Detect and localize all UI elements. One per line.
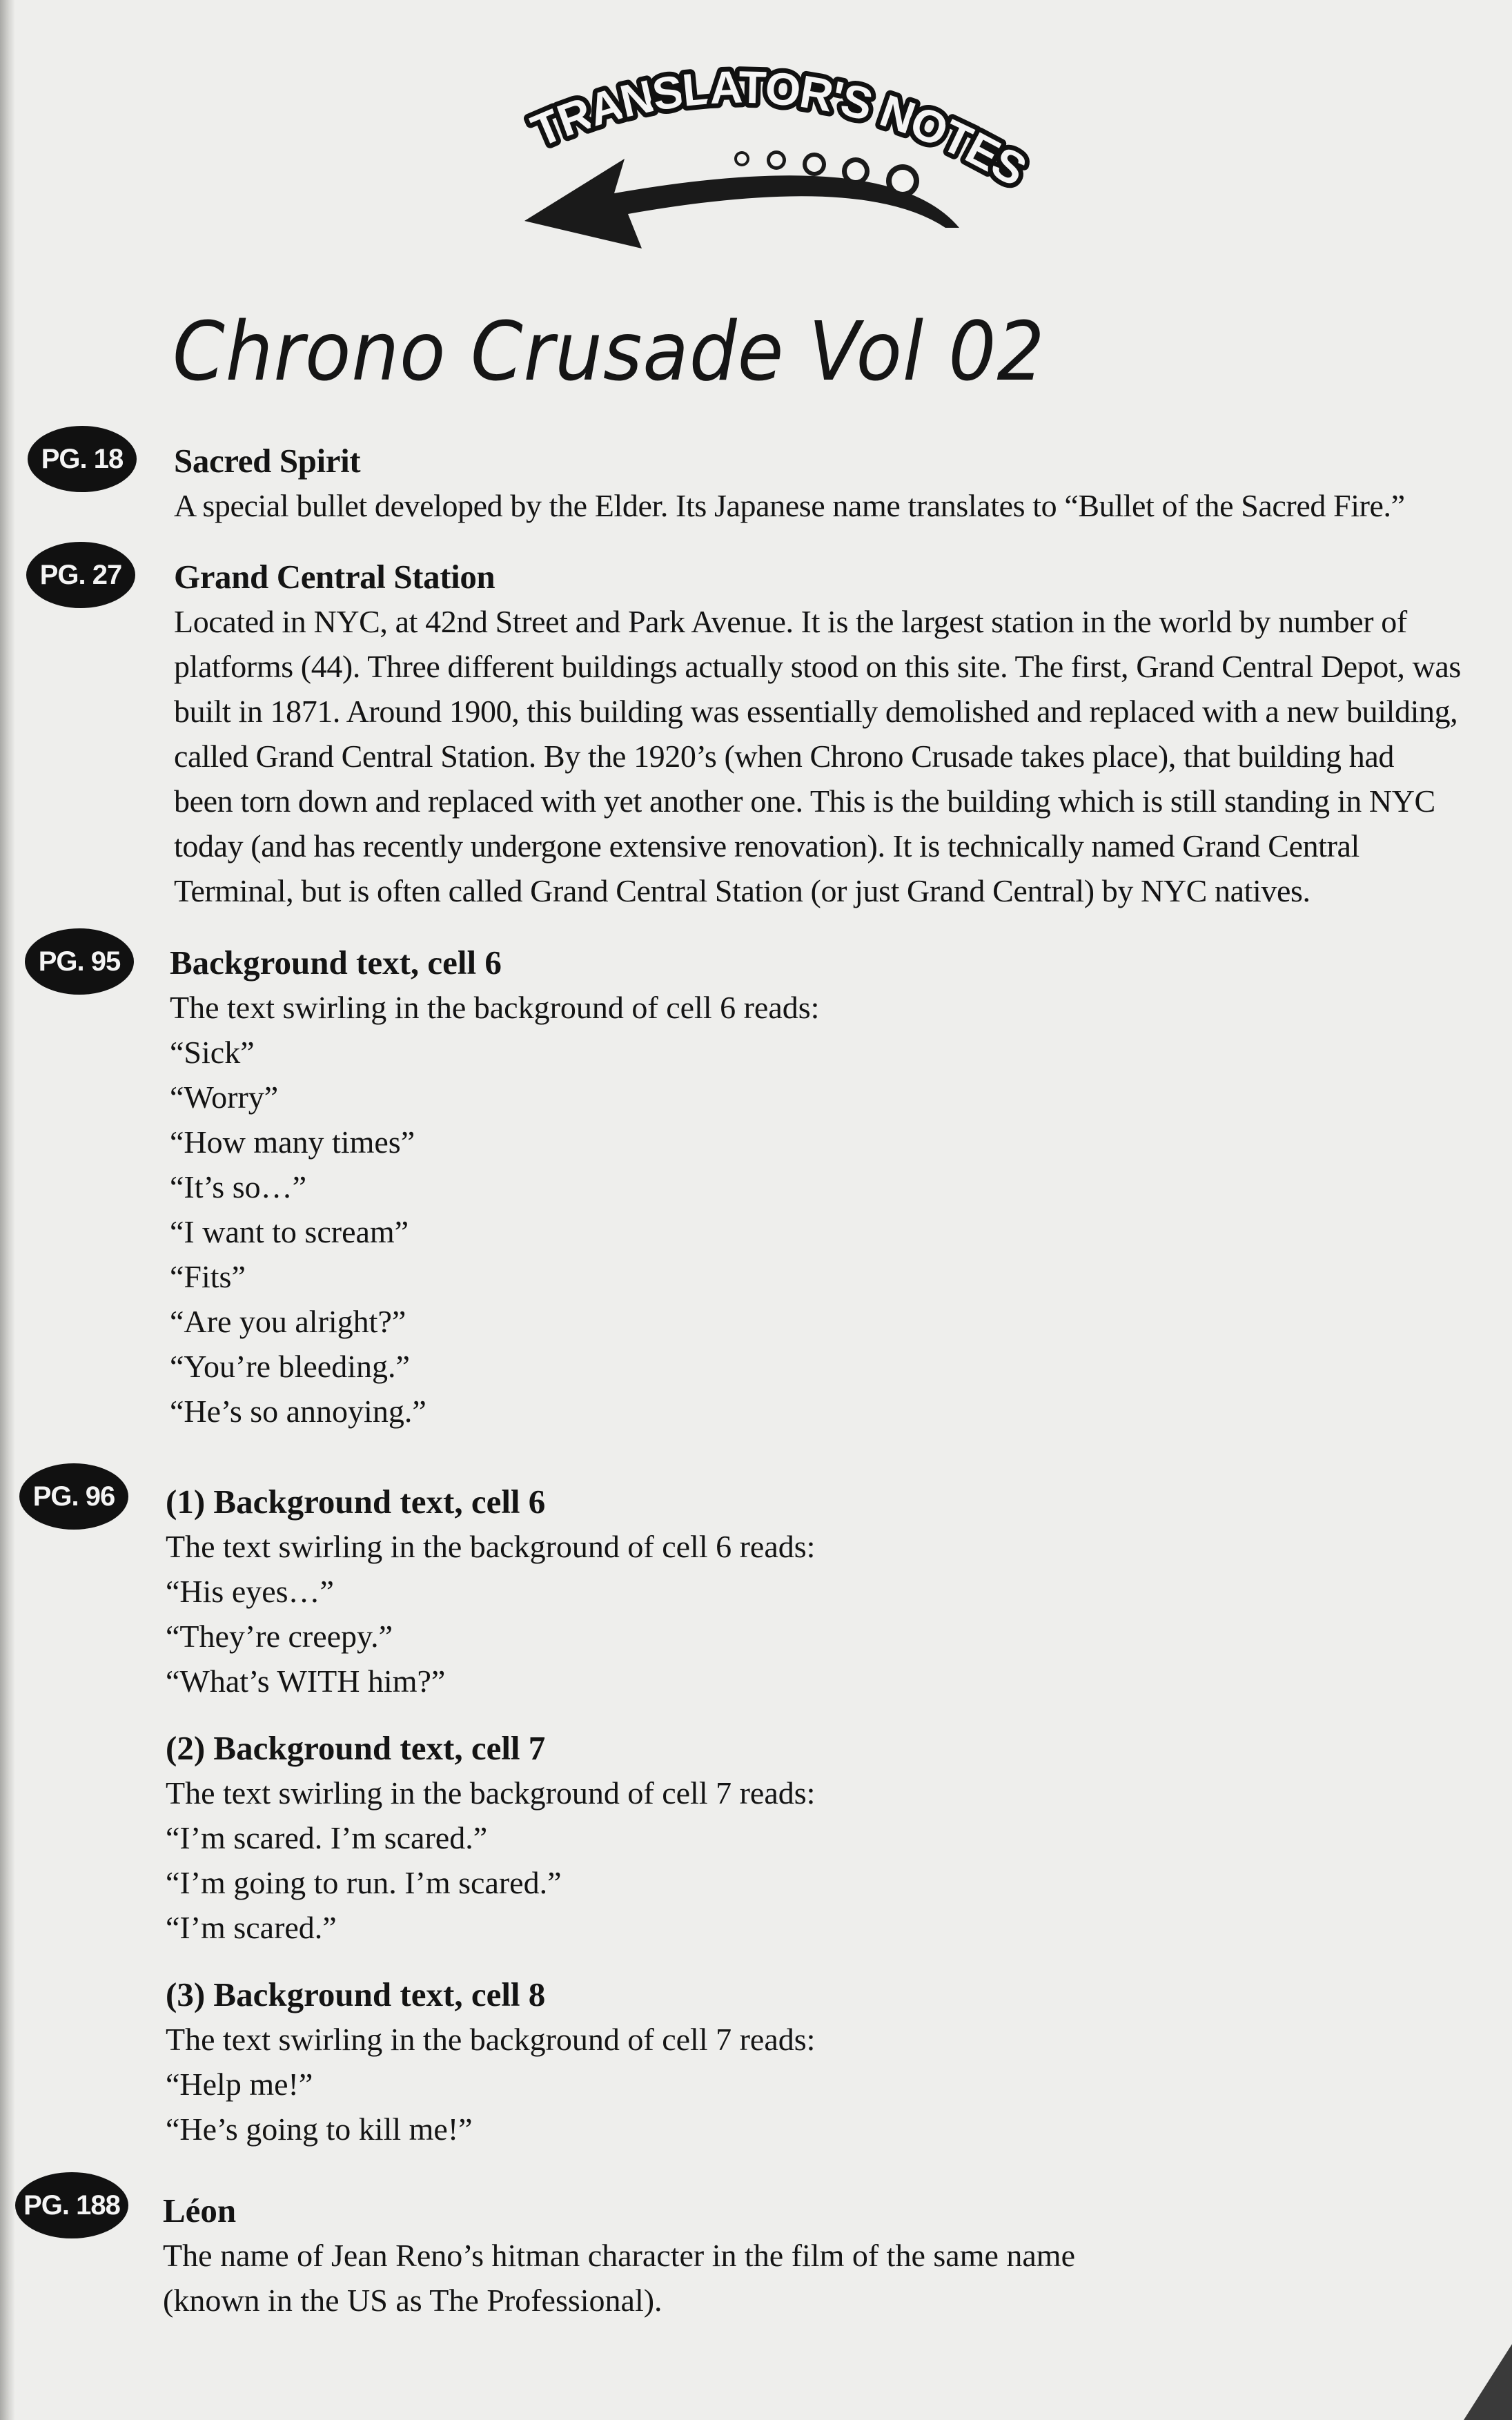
page-badge: PG. 96 [19,1463,128,1530]
note-line: “You’re bleeding.” [170,1349,410,1384]
note-line: “Help me!” [166,2067,313,2102]
note-title: (1) Background text, cell 6 [166,1483,546,1521]
note-line: “I’m going to run. I’m scared.” [166,1865,562,1900]
note-entry [174,438,1405,528]
page-spine-shadow [0,0,15,2420]
note-line: “He’s so annoying.” [170,1394,426,1429]
note-entry [163,2188,1075,2323]
note-line: “How many times” [170,1124,415,1160]
note-entry [170,940,819,1434]
note-line: “Are you alright?” [170,1304,406,1339]
note-entry [166,1479,815,2151]
page-corner [1464,2344,1512,2420]
note-block [166,1726,815,1950]
note-line: (known in the US as The Professional). [163,2283,662,2318]
note-title: (3) Background text, cell 8 [166,1975,546,2013]
note-line: The text swirling in the background of cell 6 reads: [170,990,820,1025]
translators-notes-banner [504,48,1042,255]
note-title: Léon [163,2192,237,2229]
note-line: “What’s WITH him?” [166,1663,446,1699]
note-line: The name of Jean Reno’s hitman character in the film of the same name [163,2238,1076,2273]
note-line: platforms (44). Three different buildings actually stood on this site. The first, Grand Central Depot, was [174,649,1461,684]
note-line: “He’s going to kill me!” [166,2111,473,2147]
note-line: today (and has recently undergone extensive renovation). It is technically named Grand Central [174,828,1359,863]
note-line: “His eyes…” [166,1574,334,1609]
note-line: The text swirling in the background of cell 7 reads: [166,1775,816,1811]
page-badge: PG. 95 [25,928,134,995]
note-line: “I want to scream” [170,1214,409,1249]
note-block [166,1479,815,1704]
volume-title: Chrono Crusade Vol 02 [173,304,1045,399]
note-line: been torn down and replaced with yet another one. This is the building which is still standing in NYC [174,783,1435,819]
note-line: “Sick” [170,1035,255,1070]
note-title: Grand Central Station [174,558,495,596]
note-block [166,1972,815,2151]
note-line: “I’m scared. I’m scared.” [166,1820,488,1855]
note-line: “I’m scared.” [166,1910,337,1945]
note-title: Background text, cell 6 [170,944,502,982]
note-line: “They’re creepy.” [166,1619,393,1654]
note-entry [174,554,1461,913]
note-line: The text swirling in the background of cell 6 reads: [166,1529,816,1564]
note-title: (2) Background text, cell 7 [166,1729,546,1767]
page-badge: PG. 27 [26,542,135,608]
note-line: Located in NYC, at 42nd Street and Park Avenue. It is the largest station in the world by number of [174,604,1407,639]
note-line: The text swirling in the background of cell 7 reads: [166,2022,816,2057]
note-line: “Worry” [170,1080,279,1115]
note-line: “Fits” [170,1259,246,1294]
note-line: Terminal, but is often called Grand Central Station (or just Grand Central) by NYC natives. [174,873,1310,908]
note-line: “It’s so…” [170,1169,307,1204]
page-badge: PG. 18 [28,426,137,492]
page-badge: PG. 188 [15,2172,128,2238]
note-line: called Grand Central Station. By the 1920’s (when Chrono Crusade takes place), that building had [174,739,1394,774]
note-title: Sacred Spirit [174,442,361,480]
note-line: built in 1871. Around 1900, this building was essentially demolished and replaced with a new building, [174,694,1458,729]
note-line: A special bullet developed by the Elder. Its Japanese name translates to “Bullet of the Sacred Fire.” [174,488,1405,523]
banner-text: TRANSLATOR'S NOTES [524,61,1034,195]
